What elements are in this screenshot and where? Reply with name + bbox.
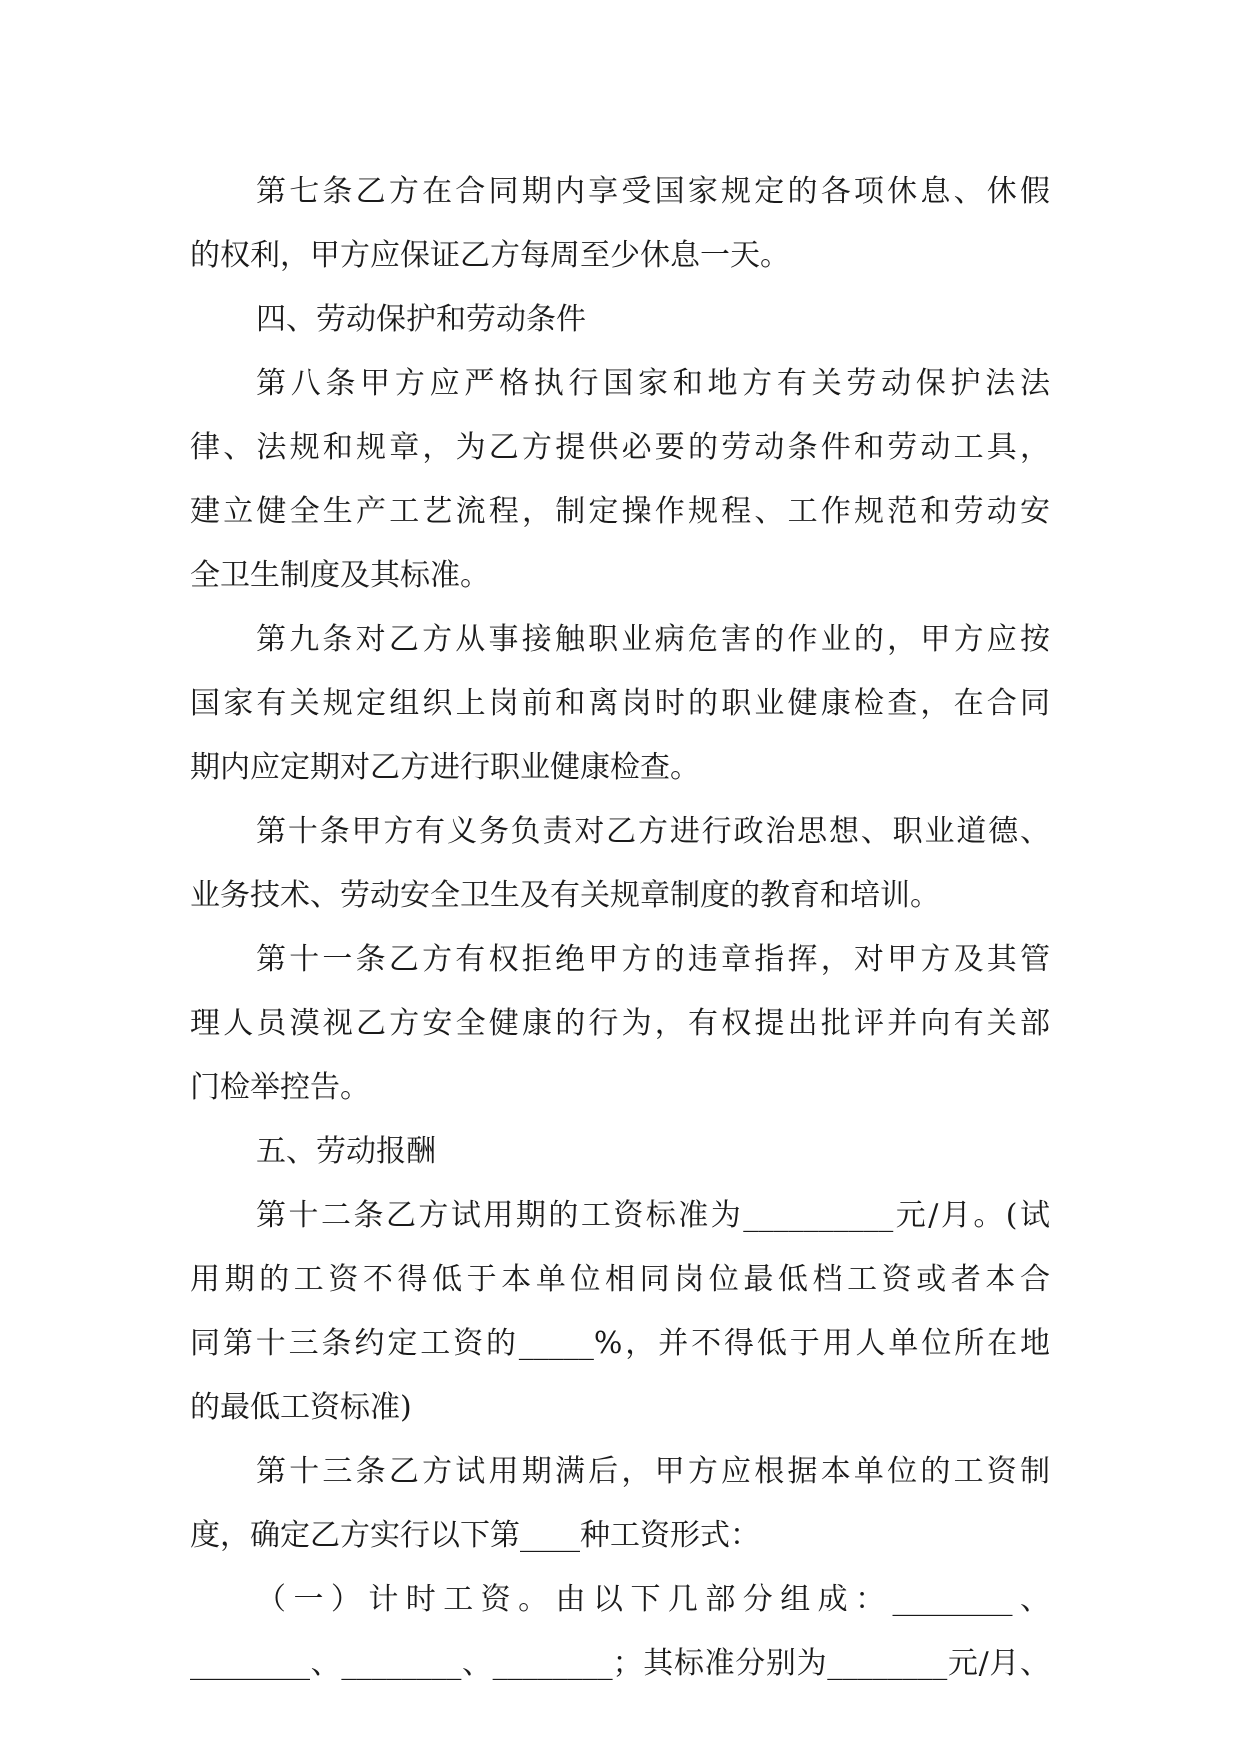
paragraph-line: 门检举控告。: [190, 1070, 370, 1105]
paragraph-line: （一）计时工资。由以下几部分组成：________、: [256, 1582, 1050, 1617]
paragraph-line: 第九条对乙方从事接触职业病危害的作业的，甲方应按: [256, 622, 1050, 657]
paragraph-line: 期内应定期对乙方进行职业健康检查。: [190, 750, 700, 785]
paragraph-line: 律、法规和规章，为乙方提供必要的劳动条件和劳动工具，: [190, 430, 1050, 465]
paragraph-line: 度，确定乙方实行以下第____种工资形式：: [190, 1518, 760, 1553]
paragraph-line: 的最低工资标准): [190, 1390, 412, 1425]
paragraph-line: 第七条乙方在合同期内享受国家规定的各项休息、休假: [256, 174, 1050, 209]
paragraph-line: 同第十三条约定工资的_____%，并不得低于用人单位所在地: [190, 1326, 1050, 1361]
document-page: [190, 160, 1050, 1696]
section-heading: 四、劳动保护和劳动条件: [256, 302, 586, 337]
paragraph-line: 第十一条乙方有权拒绝甲方的违章指挥，对甲方及其管: [256, 942, 1050, 977]
paragraph-line: 建立健全生产工艺流程，制定操作规程、工作规范和劳动安: [190, 494, 1050, 529]
paragraph-line: 全卫生制度及其标准。: [190, 558, 490, 593]
paragraph-line: 用期的工资不得低于本单位相同岗位最低档工资或者本合: [190, 1262, 1050, 1297]
paragraph-line: 国家有关规定组织上岗前和离岗时的职业健康检查，在合同: [190, 686, 1050, 721]
paragraph-line: 第十三条乙方试用期满后，甲方应根据本单位的工资制: [256, 1454, 1050, 1489]
paragraph-line: 第八条甲方应严格执行国家和地方有关劳动保护法法: [256, 366, 1050, 401]
paragraph-line: 第十二条乙方试用期的工资标准为__________元/月。(试: [256, 1198, 1050, 1233]
paragraph-line: 的权利，甲方应保证乙方每周至少休息一天。: [190, 238, 790, 273]
section-heading: 五、劳动报酬: [256, 1134, 436, 1169]
paragraph-line: 第十条甲方有义务负责对乙方进行政治思想、职业道德、: [256, 814, 1050, 849]
paragraph-line: 业务技术、劳动安全卫生及有关规章制度的教育和培训。: [190, 878, 940, 913]
paragraph-line: 理人员漠视乙方安全健康的行为，有权提出批评并向有关部: [190, 1006, 1050, 1041]
paragraph-line: ________、________、________；其标准分别为________元/月、: [190, 1646, 1050, 1681]
